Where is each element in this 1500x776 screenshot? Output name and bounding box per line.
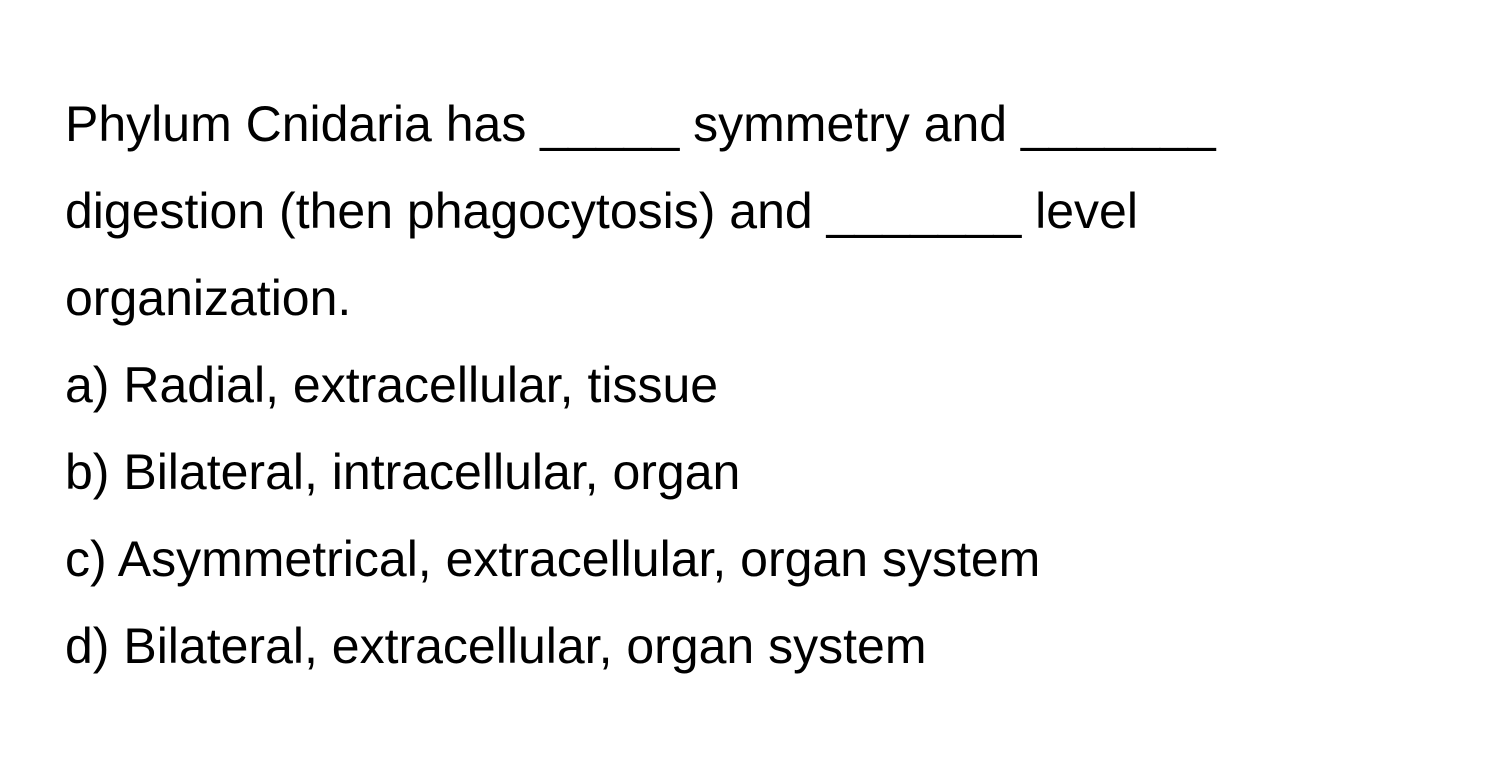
option-c: c) Asymmetrical, extracellular, organ system — [65, 531, 1041, 587]
option-a: a) Radial, extracellular, tissue — [65, 357, 719, 413]
option-d: d) Bilateral, extracellular, organ system — [65, 618, 927, 674]
question-text-line-2: digestion (then phagocytosis) and _______ level — [65, 183, 1138, 239]
question-text-line-1: Phylum Cnidaria has _____ symmetry and _______ — [65, 96, 1216, 152]
option-b: b) Bilateral, intracellular, organ — [65, 444, 741, 500]
question-text-line-3: organization. — [65, 270, 352, 326]
question-block — [65, 81, 1465, 690]
